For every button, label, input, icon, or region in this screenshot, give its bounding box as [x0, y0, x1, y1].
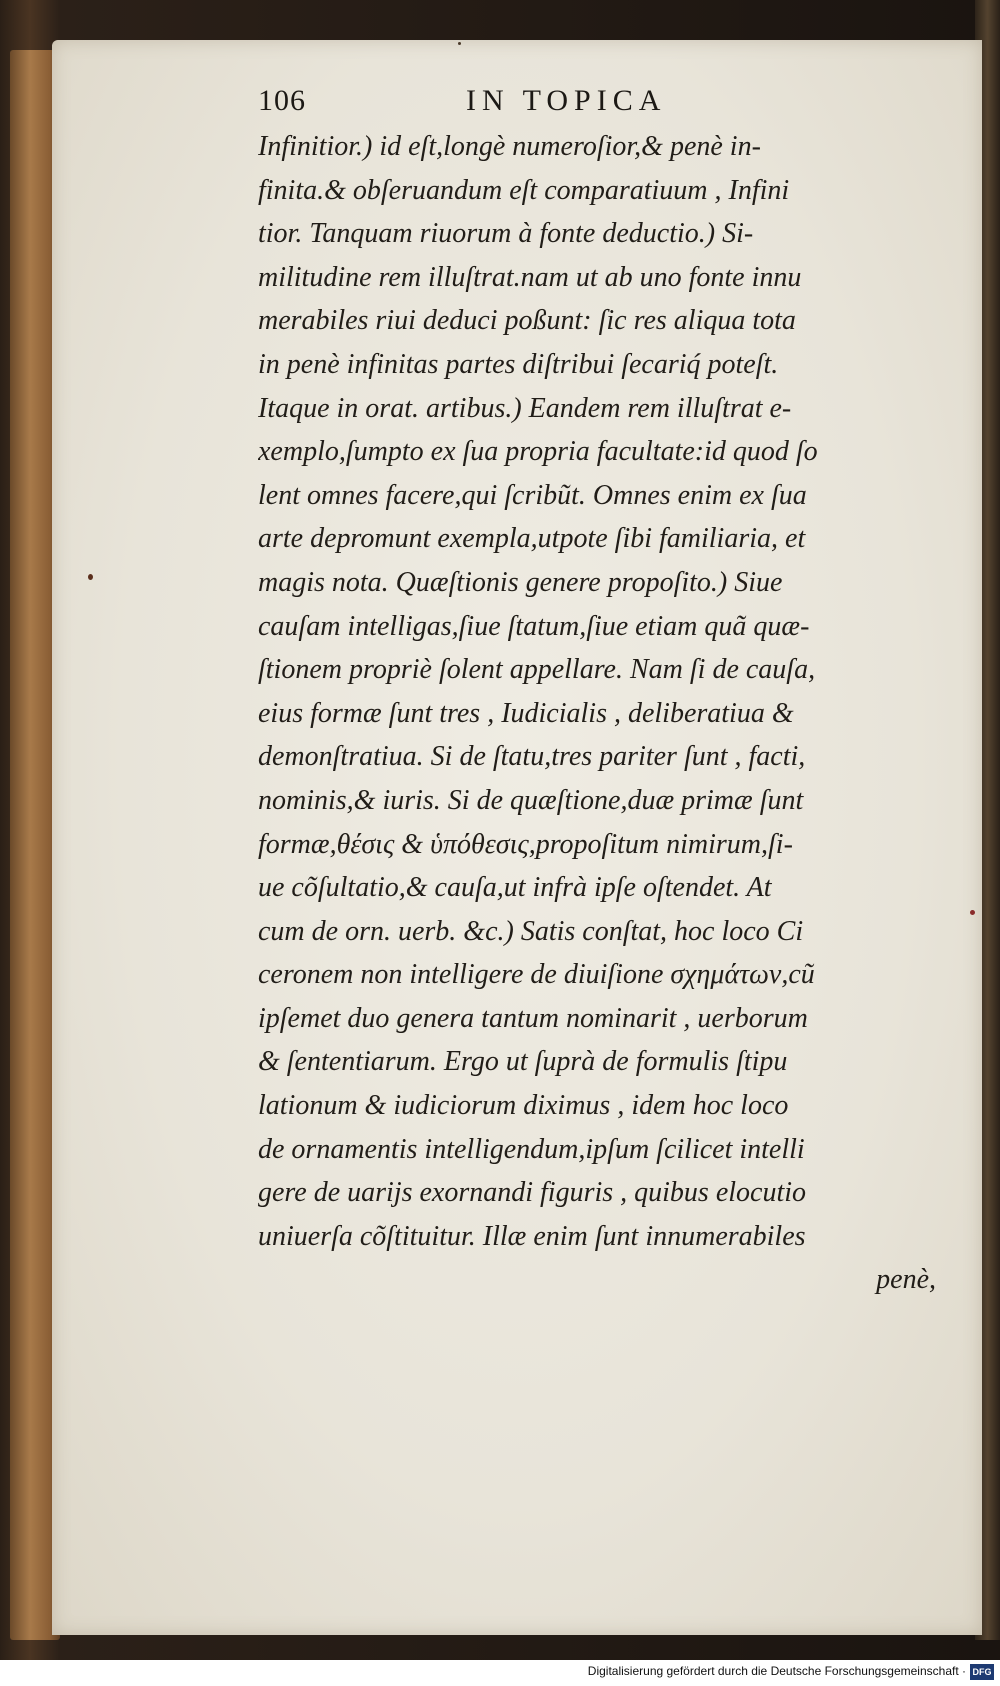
text-line: Infinitior.) id eſt,longè numeroſior,& penè in- [258, 131, 761, 162]
text-line: demonſtratiua. Si de ſtatu,tres pariter ſunt , facti, [258, 741, 806, 773]
text-line: arte depromunt exempla,utpote ſibi familiaria, et [258, 523, 806, 555]
text-line: finita.& obſeruandum eſt comparatiuum , Infini [258, 174, 790, 206]
text-line: Itaque in orat. artibus.) Eandem rem illuſtrat e- [258, 392, 792, 424]
text-line: uniuerſa cõſtituitur. Illæ enim ſunt innumerabiles [258, 1220, 806, 1252]
text-line: ue cõſultatio,& cauſa,ut infrà ipſe oſtendet. At [258, 872, 772, 904]
page-header [258, 84, 778, 124]
catchword: penè, [876, 1264, 936, 1296]
text-line: formæ,θέσις & ὑπόθεσις,propoſitum nimirum,ſi- [258, 828, 793, 860]
digitization-footer [0, 1660, 1000, 1686]
text-line: de ornamentis intelligendum,ipſum ſcilicet intelli [258, 1133, 805, 1165]
text-line: tior. Tanquam riuorum à fonte deductio.) Si- [258, 218, 754, 250]
text-line: eius formæ ſunt tres , Iudicialis , deliberatiua & [258, 697, 794, 729]
text-line: ipſemet duo genera tantum nominarit , uerborum [258, 1002, 808, 1034]
text-line: merabiles riui deduci poßunt: ſic res aliqua tota [258, 305, 796, 337]
text-line: cum de orn. uerb. &c.) Satis conſtat, hoc loco Ci [258, 915, 804, 947]
funding-credit: Digitalisierung gefördert durch die Deutsche Forschungsgemeinschaft · [587, 1664, 966, 1678]
text-line: ceronem non intelligere de diuiſione σχημάτων,cũ [258, 959, 815, 991]
text-line: cauſam intelligas,ſiue ſtatum,ſiue etiam quã quæ- [258, 610, 810, 642]
text-line: ſtionem propriè ſolent appellare. Nam ſi de cauſa, [258, 654, 816, 686]
text-line: lent omnes facere,qui ſcribũt. Omnes enim ex ſua [258, 479, 807, 511]
dfg-logo: DFG [970, 1664, 994, 1680]
text-line: xemplo,ſumpto ex ſua propria facultate:id quod ſo [258, 436, 818, 468]
ink-speck [88, 574, 93, 580]
body-text [258, 125, 972, 1302]
text-line: lationum & iudiciorum diximus , idem hoc loco [258, 1090, 789, 1122]
running-title: IN TOPICA [466, 84, 667, 117]
text-line: magis nota. Quæſtionis genere propoſito.) Siue [258, 566, 783, 598]
ink-speck [458, 42, 461, 45]
text-line: nominis,& iuris. Si de quæſtione,duæ primæ ſunt [258, 784, 804, 816]
text-line: in penè infinitas partes diſtribui ſecariq́ poteſt. [258, 348, 779, 380]
text-line: & ſententiarum. Ergo ut ſuprà de formulis ſtipu [258, 1046, 788, 1078]
text-line: militudine rem illuſtrat.nam ut ab uno fonte innu [258, 261, 802, 293]
page-number: 106 [258, 84, 306, 117]
text-line: gere de uarijs exornandi figuris , quibus elocutio [258, 1177, 807, 1209]
